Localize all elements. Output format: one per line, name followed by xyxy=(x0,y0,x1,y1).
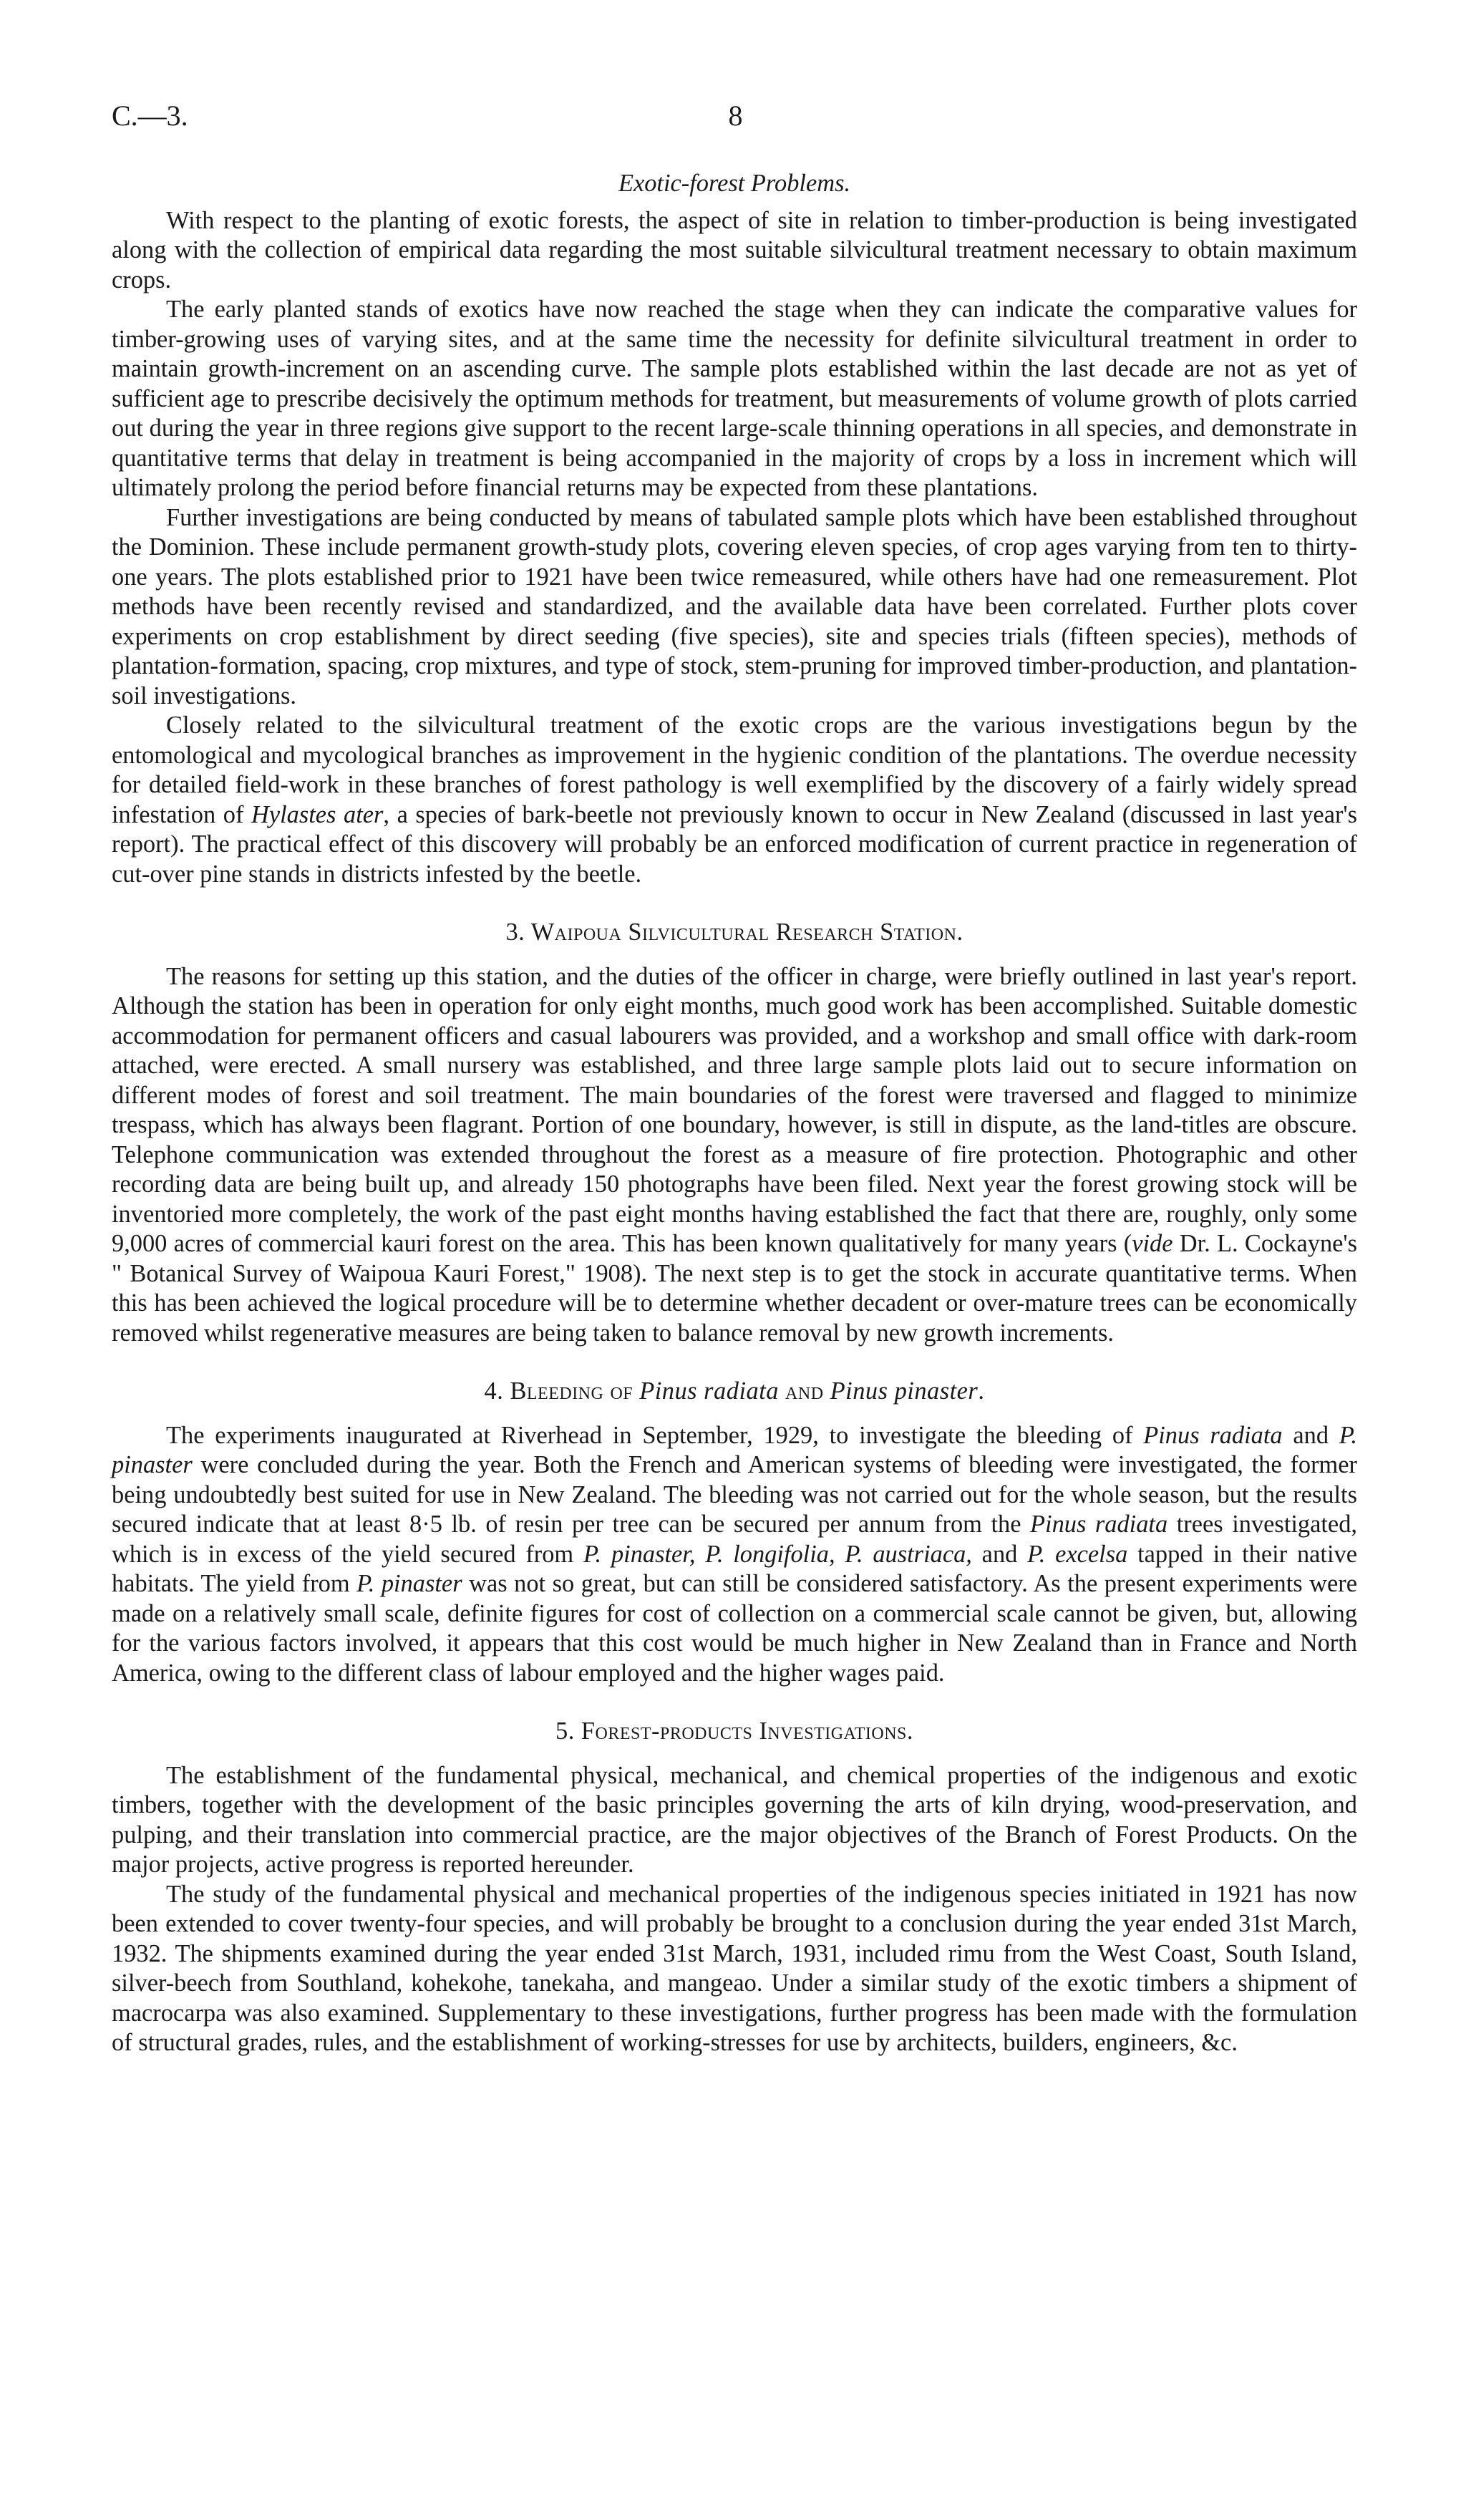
bleeding-heading xyxy=(112,1377,1357,1407)
waipoua-p1-text-b: Dr. L. Cockayne's " Botanical Survey of Waipoua Kauri Forest," 1908). The next step is to get the stock in accurate quantitative terms. When this has been achieved the logical procedure will be to determine whether decadent or over-mature trees can be economically removed whilst regenerative measures are being taken to balance removal by new growth increments. xyxy=(112,1230,1357,1347)
forest-products-heading: 5. Forest-products Investigations. xyxy=(555,1717,913,1745)
bleeding-text-i: and xyxy=(971,1540,1028,1568)
exotic-paragraph-4 xyxy=(112,711,1357,889)
exotic-forest-heading: Exotic-forest Problems. xyxy=(618,170,851,197)
exotic-p4-text-c: , a species of bark-beetle not previously known to occur in New Zealand (discussed in last year's report). The practical effect of this discovery will probably be an enforced modification of current practice in regeneration of cut-over pine stands in districts infested by the beetle. xyxy=(112,800,1357,888)
bleeding-paragraph-1 xyxy=(112,1421,1357,1689)
page-number: 8 xyxy=(728,100,743,132)
bleeding-text-m: was not so great, but can still be considered satisfactory. As the present experiments were made on a relatively small scale, definite figures for cost of collection on a commercial scale cannot be given, but, allowing for the various factors involved, it appears that this cost would be much higher in New Zealand than in France and North America, owing to the different class of labour employed and the higher wages paid. xyxy=(112,1570,1358,1687)
exotic-paragraph-2: The early planted stands of exotics have now reached the stage when they can indicate the comparative values for timber-growing uses of varying sites, and at the same time the necessity for definite silvicultural treatment in order to maintain growth-increment on an ascending curve. The sample plots established within the last decade are not as yet of sufficient age to prescribe decisively the optimum methods for treatment, but measurements of volume growth of plots carried out during the year in three regions give support to the recent large-scale thinning operations in all species, and demonstrate in quantitative terms that delay in treatment is being accompanied in the majority of crops by a loss in increment which will ultimately prolong the period before financial returns may be expected from these plantations. xyxy=(112,296,1357,501)
bleeding-text-a: The experiments inaugurated at Riverhead in September, 1929, to investigate the bleeding of xyxy=(166,1421,1144,1449)
bleeding-heading-and: and xyxy=(778,1377,830,1405)
species-pinus-radiata: Pinus radiata xyxy=(1143,1421,1283,1449)
products-paragraph-1: The establishment of the fundamental physical, mechanical, and chemical properties of the indigenous and exotic timbers, together with the development of the basic principles governing the arts of kiln drying, wood-preservation, and pulping, and their translation into commercial practice, are the major objectives of the Branch of Forest Products. On the major projects, active progress is reported hereunder. xyxy=(112,1761,1357,1878)
exotic-p4-text-a: Closely related to the silvicultural treatment of the exotic crops are the various investigations begun by the entomological and mycological branches as improvement in the hygienic condition of the plantations. The overdue necessity for detailed field-work in these branches of forest pathology is well exemplified by the discovery of a fairly widely spread infestation of xyxy=(112,712,1357,828)
species-list: P. pinaster, P. longifolia, P. austriaca, xyxy=(583,1540,972,1568)
exotic-paragraph-1: With respect to the planting of exotic forests, the aspect of site in relation to timber-production is being investigated along with the collection of empirical data regarding the most suitable silvicultural treatment necessary to obtain maximum crops. xyxy=(112,206,1357,294)
page-header xyxy=(112,99,1359,142)
bleeding-text-g: trees investigated, which is in excess of the yield secured from xyxy=(112,1511,1357,1568)
bleeding-text-e: were concluded during the year. Both the French and American systems of bleeding were investigated, the former being undoubtedly best suited for use in New Zealand. The bleeding was not carried out for the whole season, but the results secured indicate that at least 8·5 lb. of resin per tree can be secured per annum from the xyxy=(112,1451,1357,1538)
species-p-pinaster: P. pinaster xyxy=(112,1421,1358,1478)
waipoua-p1-text-a: The reasons for setting up this station, and the duties of the officer in charge, were briefly outlined in last year's report. Although the station has been in operation for only eight months, much good work has been accomplished. Suitable domestic accommodation for permanent officers and casual labourers was provided, and a workshop and small office with dark-room attached, were erected. A small nursery was established, and three large sample plots laid out to secure information on different modes of forest and soil treatment. The main boundaries of the forest were traversed and flagged to minimize trespass, which has always been flagrant. Portion of one boundary, however, is still in dispute, as the land-titles are obscure. Telephone communication was extended throughout the forest as a measure of fire protection. Photographic and other recording data are being built up, and already 150 photographs have been filed. Next year the forest growing stock will be inventoried more completely, the work of the past eight months having established the fact that there are, roughly, only some 9,000 acres of commercial kauri forest on the area. This has been known qualitatively for many years ( xyxy=(112,962,1357,1257)
bleeding-heading-period: . xyxy=(978,1377,985,1405)
waipoua-paragraph-1 xyxy=(112,962,1357,1349)
bleeding-heading-pinaster: Pinus pinaster xyxy=(830,1377,979,1405)
bleeding-text-k: tapped in their native habitats. The yield from xyxy=(112,1540,1357,1597)
document-body xyxy=(112,169,1357,2058)
species-p-excelsa: P. excelsa xyxy=(1027,1540,1128,1568)
bleeding-heading-radiata: Pinus radiata xyxy=(639,1377,779,1405)
waipoua-heading: 3. Waipoua Silvicultural Research Station. xyxy=(505,919,963,946)
species-hylastes-ater: Hylastes ater xyxy=(251,800,384,828)
bleeding-text-c: and xyxy=(1282,1421,1339,1449)
species-pinus-radiata-2: Pinus radiata xyxy=(1030,1511,1168,1538)
exotic-paragraph-3: Further investigations are being conducted by means of tabulated sample plots which have been established throughout the Dominion. These include permanent growth-study plots, covering eleven species, of crop ages varying from ten to thirty-one years. The plots established prior to 1921 have been twice remeasured, while others have had one remeasurement. Plot methods have been recently revised and standardized, and the available data have been correlated. Further plots cover experiments on crop establishment by direct seeding (five species), site and species trials (fifteen species), methods of plantation-formation, spacing, crop mixtures, and type of stock, stem-pruning for improved timber-production, and plantation-soil investigations. xyxy=(112,503,1357,709)
document-code: C.—3. xyxy=(112,100,188,132)
vide-term: vide xyxy=(1132,1230,1173,1257)
species-p-pinaster-2: P. pinaster xyxy=(356,1570,462,1597)
bleeding-heading-a: 4. Bleeding of xyxy=(484,1377,640,1405)
products-paragraph-2: The study of the fundamental physical and mechanical properties of the indigenous species initiated in 1921 has now been extended to cover twenty-four species, and will probably be brought to a conclusion during the year ended 31st March, 1932. The shipments examined during the year ended 31st March, 1931, included rimu from the West Coast, South Island, silver-beech from Southland, kohekohe, tanekaha, and mangeao. Under a similar study of the exotic timbers a shipment of macrocarpa was also examined. Supplementary to these investigations, further progress has been made with the formulation of structural grades, rules, and the establishment of working-stresses for use by architects, builders, engineers, &c. xyxy=(112,1880,1357,2056)
